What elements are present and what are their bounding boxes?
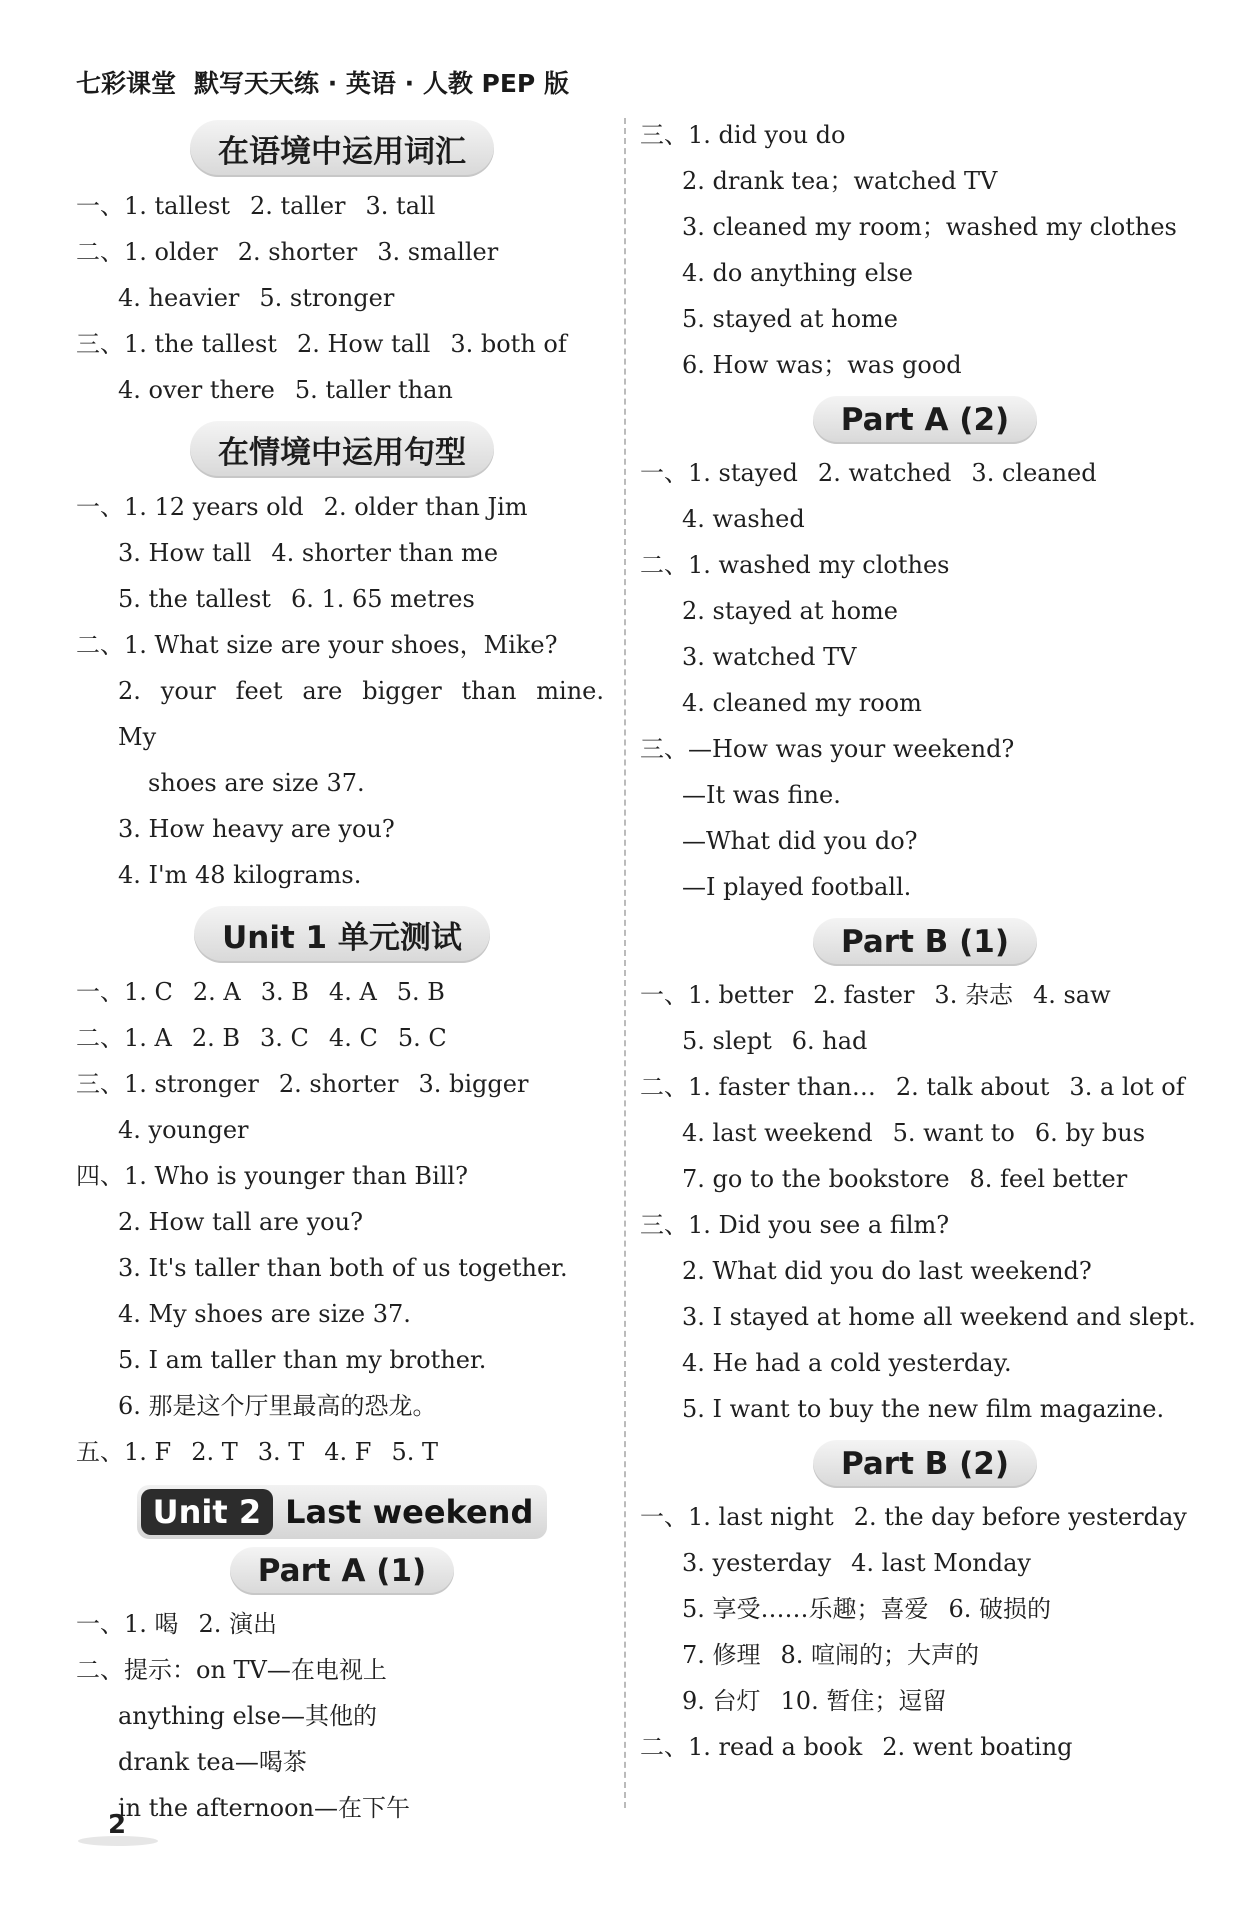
answer-item: 2. shorter	[278, 1070, 399, 1098]
answer-line	[640, 1494, 1210, 1540]
answer-item: 5. slept	[682, 1027, 772, 1055]
answer-item: 二、1. A	[76, 1024, 172, 1052]
answer-line	[76, 1601, 608, 1647]
answer-item: 4. do anything else	[682, 259, 913, 287]
answer-item: 3. tall	[365, 192, 436, 220]
answer-item: 4. My shoes are size 37.	[118, 1300, 411, 1328]
answer-line	[76, 852, 608, 898]
answer-line	[640, 542, 1210, 588]
answer-item: 5. stronger	[259, 284, 395, 312]
answer-item: 2. your feet are bigger than mine. My	[118, 677, 604, 751]
answer-line	[76, 229, 608, 275]
answer-line	[640, 726, 1210, 772]
answer-line	[640, 158, 1210, 204]
answer-item: 2. What did you do last weekend?	[682, 1257, 1092, 1285]
answer-item: 4. heavier	[118, 284, 240, 312]
answer-item: 5. taller than	[294, 376, 453, 404]
answer-item: 3. 杂志	[934, 981, 1013, 1009]
section-part-a1-answers	[76, 1601, 608, 1831]
answer-line	[640, 250, 1210, 296]
section-part-b2-answers	[640, 1494, 1210, 1770]
answer-item: 6. had	[791, 1027, 868, 1055]
section-unit1-test-answers	[76, 969, 608, 1475]
page-header	[76, 64, 569, 100]
answer-line	[640, 1064, 1210, 1110]
answer-item: 2. taller	[250, 192, 346, 220]
answer-item: 二、提示：on TV—在电视上	[76, 1656, 387, 1684]
answer-item: 4. last Monday	[851, 1549, 1031, 1577]
answer-item: 3. How tall	[118, 539, 252, 567]
answer-line	[640, 588, 1210, 634]
answer-item: 3. both of	[450, 330, 567, 358]
answer-line	[76, 1291, 608, 1337]
answer-item: anything else—其他的	[118, 1702, 377, 1730]
answer-item: 三、1. Did you see a film?	[640, 1211, 950, 1239]
answer-item: 二、1. washed my clothes	[640, 551, 950, 579]
answer-item: 7. go to the bookstore	[682, 1165, 950, 1193]
answer-item: 10. 暂住；逗留	[780, 1687, 947, 1715]
answer-item: 4. last weekend	[682, 1119, 873, 1147]
section-continued-answers	[640, 112, 1210, 388]
answer-item: 5. 享受……乐趣；喜爱	[682, 1595, 929, 1623]
answer-item: 三、—How was your weekend?	[640, 735, 1015, 763]
answer-line	[640, 204, 1210, 250]
answer-line	[76, 1785, 608, 1831]
answer-line	[640, 1586, 1210, 1632]
answer-item: 一、1. stayed	[640, 459, 798, 487]
answer-item: 一、1. better	[640, 981, 794, 1009]
answer-item: 4. F	[324, 1438, 372, 1466]
answer-item: 3. bigger	[418, 1070, 529, 1098]
answer-item: 5. stayed at home	[682, 305, 898, 333]
answer-line	[76, 1199, 608, 1245]
unit2-heading	[137, 1485, 548, 1539]
answer-line	[76, 576, 608, 622]
answer-item: 3. yesterday	[682, 1549, 832, 1577]
answer-line	[640, 496, 1210, 542]
section-part-a2-answers	[640, 450, 1210, 910]
answer-line	[76, 1153, 608, 1199]
answer-item: shoes are size 37.	[148, 769, 365, 797]
column-divider	[624, 118, 626, 1808]
answer-line	[76, 1429, 608, 1475]
answer-line	[640, 1018, 1210, 1064]
answer-line	[76, 530, 608, 576]
answer-line	[76, 367, 608, 413]
section-sentences-answers	[76, 484, 608, 898]
page-number: 2	[108, 1810, 127, 1840]
answer-item: 二、1. older	[76, 238, 218, 266]
answer-item: 5. want to	[892, 1119, 1015, 1147]
answer-line	[640, 1540, 1210, 1586]
answer-item: 6. 破损的	[948, 1595, 1052, 1623]
answer-item: 3. T	[257, 1438, 305, 1466]
answer-item: —It was fine.	[682, 781, 841, 809]
answer-line	[640, 680, 1210, 726]
section-title-unit1-test: Unit 1 单元测试	[194, 906, 490, 963]
answer-line	[76, 1245, 608, 1291]
answer-item: —What did you do?	[682, 827, 918, 855]
answer-item: 3. a lot of	[1069, 1073, 1185, 1101]
answer-line	[640, 818, 1210, 864]
answer-line	[640, 1110, 1210, 1156]
section-title-vocabulary: 在语境中运用词汇	[190, 120, 494, 177]
answer-line	[76, 760, 608, 806]
answer-item: 6. by bus	[1034, 1119, 1146, 1147]
answer-line	[640, 1386, 1210, 1432]
answer-item: 一、1. C	[76, 978, 173, 1006]
answer-item: 三、1. did you do	[640, 121, 846, 149]
answer-item: 2. older than Jim	[323, 493, 528, 521]
section-vocabulary-answers	[76, 183, 608, 413]
answer-item: 2. the day before yesterday	[853, 1503, 1187, 1531]
answer-item: 3. I stayed at home all weekend and slept.	[682, 1303, 1196, 1331]
answer-line	[640, 296, 1210, 342]
answer-item: 3. watched TV	[682, 643, 857, 671]
answer-item: 2. A	[192, 978, 241, 1006]
answer-line	[76, 1739, 608, 1785]
answer-line	[76, 1337, 608, 1383]
answer-line	[640, 1724, 1210, 1770]
answer-item: 6. 那是这个厅里最高的恐龙。	[118, 1392, 437, 1420]
answer-item: 3. cleaned	[971, 459, 1097, 487]
answer-line	[640, 1248, 1210, 1294]
answer-item: 4. I'm 48 kilograms.	[118, 861, 362, 889]
answer-item: 2. faster	[813, 981, 915, 1009]
left-column	[76, 112, 608, 1831]
answer-item: 3. How heavy are you?	[118, 815, 395, 843]
answer-item: 4. cleaned my room	[682, 689, 922, 717]
answer-item: 4. younger	[118, 1116, 249, 1144]
answer-item: 二、1. read a book	[640, 1733, 863, 1761]
answer-line	[76, 806, 608, 852]
answer-item: 三、1. the tallest	[76, 330, 277, 358]
answer-line	[76, 1383, 608, 1429]
answer-item: 5. T	[391, 1438, 439, 1466]
book-subtitle: 默写天天练 · 英语 · 人教 PEP 版	[194, 69, 569, 98]
answer-item: 4. saw	[1032, 981, 1111, 1009]
answer-item: 6. How was；was good	[682, 351, 962, 379]
answer-item: 5. C	[397, 1024, 447, 1052]
answer-item: 3. cleaned my room；washed my clothes	[682, 213, 1177, 241]
answer-line	[640, 1294, 1210, 1340]
unit2-tag: Unit 2	[141, 1489, 273, 1535]
answer-item: 2. How tall are you?	[118, 1208, 363, 1236]
answer-item: 2. drank tea；watched TV	[682, 167, 998, 195]
answer-line	[640, 972, 1210, 1018]
answer-item: 5. B	[396, 978, 445, 1006]
answer-line	[76, 622, 608, 668]
answer-line	[640, 342, 1210, 388]
answer-item: 一、1. 喝	[76, 1610, 179, 1638]
answer-item: 4. washed	[682, 505, 805, 533]
answer-line	[76, 1647, 608, 1693]
answer-line	[76, 1061, 608, 1107]
answer-line	[640, 1678, 1210, 1724]
section-part-b1-answers	[640, 972, 1210, 1432]
unit2-title: Last weekend	[285, 1493, 534, 1531]
answer-line	[76, 183, 608, 229]
book-brand: 七彩课堂	[76, 69, 177, 98]
right-column	[640, 112, 1210, 1770]
answer-item: in the afternoon—在下午	[118, 1794, 411, 1822]
answer-item: 7. 修理	[682, 1641, 761, 1669]
answer-item: 4. shorter than me	[271, 539, 499, 567]
answer-item: 5. I want to buy the new film magazine.	[682, 1395, 1165, 1423]
answer-item: 一、1. 12 years old	[76, 493, 304, 521]
answer-line	[640, 1632, 1210, 1678]
section-title-part-b1: Part B (1)	[813, 918, 1037, 966]
answer-line	[76, 321, 608, 367]
answer-line	[76, 969, 608, 1015]
answer-item: 2. B	[191, 1024, 241, 1052]
answer-item: 2. 演出	[198, 1610, 278, 1638]
answer-item: 四、1. Who is younger than Bill?	[76, 1162, 468, 1190]
answer-item: 4. A	[328, 978, 377, 1006]
answer-item: 2. went boating	[882, 1733, 1073, 1761]
answer-line	[640, 1340, 1210, 1386]
answer-line	[640, 112, 1210, 158]
section-title-sentences: 在情境中运用句型	[190, 421, 494, 478]
answer-line	[76, 1107, 608, 1153]
answer-item: 5. I am taller than my brother.	[118, 1346, 487, 1374]
answer-item: 3. B	[260, 978, 309, 1006]
answer-item: 2. stayed at home	[682, 597, 898, 625]
answer-item: 2. shorter	[237, 238, 358, 266]
answer-item: 8. feel better	[969, 1165, 1128, 1193]
answer-line	[640, 1202, 1210, 1248]
answer-item: 2. T	[191, 1438, 238, 1466]
answer-line	[640, 1156, 1210, 1202]
answer-item: 4. over there	[118, 376, 275, 404]
answer-item: —I played football.	[682, 873, 912, 901]
answer-item: 3. C	[260, 1024, 309, 1052]
answer-line	[76, 668, 608, 760]
answer-line	[640, 864, 1210, 910]
section-title-part-a1: Part A (1)	[230, 1547, 454, 1595]
answer-item: 4. C	[328, 1024, 378, 1052]
answer-item: 9. 台灯	[682, 1687, 761, 1715]
answer-item: 二、1. faster than…	[640, 1073, 876, 1101]
answer-line	[640, 634, 1210, 680]
answer-item: 2. watched	[817, 459, 952, 487]
answer-item: 一、1. last night	[640, 1503, 834, 1531]
answer-item: 三、1. stronger	[76, 1070, 259, 1098]
answer-item: 2. talk about	[895, 1073, 1050, 1101]
answer-item: 3. smaller	[377, 238, 499, 266]
answer-line	[76, 1693, 608, 1739]
answer-item: 2. How tall	[296, 330, 431, 358]
answer-line	[640, 450, 1210, 496]
answer-item: 8. 喧闹的；大声的	[780, 1641, 980, 1669]
section-title-part-b2: Part B (2)	[813, 1440, 1037, 1488]
section-title-part-a2: Part A (2)	[813, 396, 1037, 444]
answer-item: drank tea—喝茶	[118, 1748, 307, 1776]
answer-item: 一、1. tallest	[76, 192, 230, 220]
answer-line	[76, 484, 608, 530]
answer-item: 5. the tallest	[118, 585, 271, 613]
answer-item: 3. It's taller than both of us together.	[118, 1254, 568, 1282]
answer-line	[640, 772, 1210, 818]
answer-item: 五、1. F	[76, 1438, 172, 1466]
answer-line	[76, 275, 608, 321]
answer-item: 6. 1. 65 metres	[290, 585, 475, 613]
answer-item: 4. He had a cold yesterday.	[682, 1349, 1012, 1377]
answer-line	[76, 1015, 608, 1061]
answer-item: 二、1. What size are your shoes，Mike?	[76, 631, 558, 659]
